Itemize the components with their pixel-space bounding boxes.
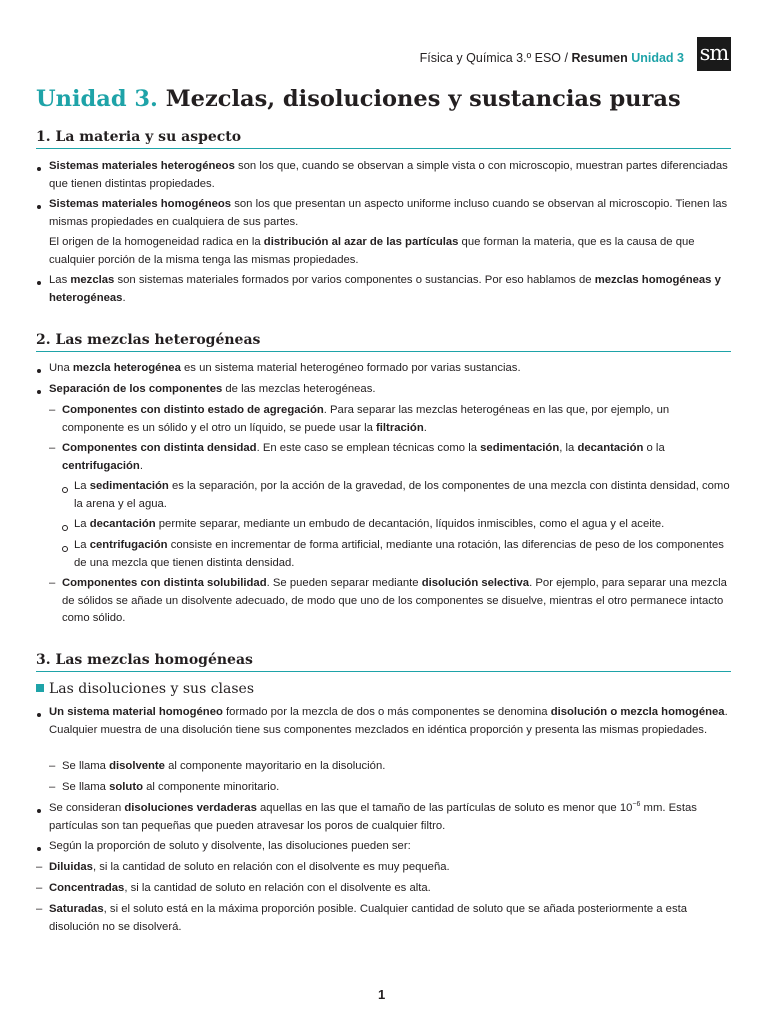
bold-term: soluto <box>109 781 143 793</box>
title-text: Mezclas, disoluciones y sustancias puras <box>165 86 681 112</box>
paragraph-text: Se llama <box>62 760 110 772</box>
bold-term: Saturadas <box>49 903 104 915</box>
bold-term: centrifugación <box>89 539 168 551</box>
bold-term: decantación <box>89 518 156 530</box>
paragraph <box>49 272 731 307</box>
dash-marker: – <box>36 903 43 915</box>
paragraph-text: al componente minoritario. <box>142 781 280 793</box>
paragraph-text: son sistemas materiales formados por varios componentes o sustancias. Por eso hablamos de <box>114 274 595 286</box>
exponent: −6 <box>632 801 641 808</box>
paragraph <box>62 440 730 475</box>
bold-term: Concentradas <box>49 882 125 894</box>
dash-marker: – <box>49 781 56 793</box>
dash-marker: – <box>36 861 43 873</box>
subsection-title: Las disoluciones y sus clases <box>49 681 255 697</box>
bold-term: distribución al azar de las partículas <box>263 236 459 248</box>
paragraph-text: , la <box>559 442 578 454</box>
paragraph-text: permite separar, mediante un embudo de decantación, líquidos inmiscibles, como el agua y el aceite. <box>155 518 665 530</box>
section-heading: 1. La materia y su aspecto <box>36 129 731 149</box>
bold-term: Componentes con distinta solubilidad <box>62 577 267 589</box>
paragraph-text: La <box>74 518 90 530</box>
bullet-icon <box>37 847 41 851</box>
paragraph-text: Se consideran <box>49 802 125 814</box>
paragraph-text: , si la cantidad de soluto en relación con el disolvente es alta. <box>124 882 431 894</box>
paragraph-text: . Por ejemplo, para separar una mezcla de sólidos se añade un disolvente adecuado, de modo que uno de los componentes se disuelve, mientras el otro permanece intacto como sólido. <box>62 577 727 624</box>
dash-marker: – <box>49 577 56 589</box>
paragraph <box>49 800 731 835</box>
bold-term: Sistemas materiales homogéneos <box>49 198 232 210</box>
paragraph <box>74 537 730 572</box>
paragraph-text: . <box>423 421 427 434</box>
bold-term: disolvente <box>109 760 165 772</box>
paragraph <box>49 704 731 739</box>
running-header <box>420 51 684 65</box>
paragraph-text: . Para separar las mezclas heterogéneas en las que, por ejemplo, un componente es un sólido y el otro un líquido, se puede usar la <box>62 404 670 434</box>
paragraph-text: es un sistema material heterogéneo formado por varias sustancias. <box>180 362 521 374</box>
paragraph <box>49 901 731 936</box>
bold-term: sedimentación <box>480 442 560 454</box>
page-number: 1 <box>378 987 386 1002</box>
bullet-icon <box>37 369 41 373</box>
paragraph-text: son los que presentan un aspecto uniforme incluso cuando se observan al microscopio. Tienen las mismas propiedades en cualquiera de sus partes. <box>49 198 728 228</box>
title-unit: Unidad 3. <box>36 86 158 112</box>
bold-term: disoluciones verdaderas <box>124 802 257 814</box>
paragraph-text: es la separación, por la acción de la gravedad, de los componentes de una mezcla con distinta densidad, como la arena y el agua. <box>74 480 730 510</box>
paragraph <box>49 158 731 193</box>
bold-term: Componentes con distinto estado de agregación <box>62 404 324 416</box>
paragraph-text: , si el soluto está en la máxima proporción posible. Cualquier cantidad de soluto que se añada posteriormente a esta disolución no se disolverá. <box>49 903 688 933</box>
paragraph <box>49 859 731 877</box>
bullet-icon <box>37 167 41 171</box>
paragraph-text: . En este caso se emplean técnicas como la <box>256 442 481 454</box>
paragraph-text: aquellas en las que el tamaño de las partículas de soluto es menor que 10 <box>256 802 633 814</box>
paragraph-text: . <box>139 459 143 472</box>
bold-term: filtración <box>376 421 424 434</box>
paragraph <box>49 234 731 269</box>
paragraph-text: formado por la mezcla de dos o más componentes se denomina <box>222 706 551 718</box>
circle-bullet-icon <box>62 525 68 531</box>
bullet-icon <box>37 281 41 285</box>
paragraph <box>74 516 730 534</box>
bold-term: Separación de los componentes <box>49 383 223 395</box>
bold-term: Diluidas <box>49 861 93 873</box>
paragraph-text: Se llama <box>62 781 110 793</box>
paragraph-text: , si la cantidad de soluto en relación con el disolvente es muy pequeña. <box>92 861 450 873</box>
paragraph <box>62 402 730 437</box>
bold-term: mezcla heterogénea <box>72 362 181 374</box>
bullet-icon <box>37 809 41 813</box>
bullet-icon <box>37 713 41 717</box>
bold-term: sedimentación <box>89 480 169 492</box>
bold-term: Sistemas materiales heterogéneos <box>49 160 235 172</box>
bullet-icon <box>37 390 41 394</box>
paragraph <box>62 575 730 628</box>
paragraph-text: Una <box>49 362 73 374</box>
bold-term: mezclas homogéneas y heterogéneas <box>49 274 721 304</box>
bold-term: disolución selectiva <box>421 577 530 589</box>
bullet-icon <box>37 205 41 209</box>
square-bullet-icon <box>36 684 44 692</box>
paragraph-text: mm. Estas partículas son tan pequeñas que pueden atravesar los poros de cualquier filtro. <box>49 802 697 832</box>
header-unidad: Unidad 3 <box>631 51 684 65</box>
paragraph-text: consiste en incrementar de forma artificial, mediante una rotación, las diferencias de peso de los componentes de una mezcla que tienen distinta densidad. <box>74 539 724 569</box>
paragraph-text: que forman la materia, que es la causa de que cualquier porción de la misma tenga las mismas propiedades. <box>49 236 695 266</box>
section-heading: 2. Las mezclas heterogéneas <box>36 332 731 352</box>
circle-bullet-icon <box>62 487 68 493</box>
header-resumen: Resumen <box>571 51 628 65</box>
bold-term: mezclas <box>70 274 115 286</box>
subsection-heading <box>36 681 254 697</box>
paragraph-text: Las <box>49 274 71 286</box>
bold-term: Un sistema material homogéneo <box>49 706 223 718</box>
section-heading: 3. Las mezclas homogéneas <box>36 652 731 672</box>
paragraph-text: son los que, cuando se observan a simple vista o con microscopio, muestran partes diferenciadas que tienen distintas propiedades. <box>49 160 728 190</box>
header-course: Física y Química 3.º ESO / <box>419 51 572 65</box>
paragraph-text: de las mezclas heterogéneas. <box>222 383 376 395</box>
paragraph <box>49 838 731 856</box>
dash-marker: – <box>36 882 43 894</box>
paragraph <box>74 478 730 513</box>
page-title <box>36 86 681 112</box>
paragraph-text: La <box>74 480 90 492</box>
dash-marker: – <box>49 404 56 416</box>
paragraph <box>49 381 731 399</box>
paragraph-text: La <box>74 539 90 551</box>
paragraph <box>49 880 731 898</box>
paragraph <box>62 779 730 797</box>
circle-bullet-icon <box>62 546 68 552</box>
publisher-logo: sm <box>697 37 731 71</box>
bold-term: centrifugación <box>62 459 140 472</box>
paragraph-text: Según la proporción de soluto y disolvente, las disoluciones pueden ser: <box>49 840 411 852</box>
paragraph-text: El origen de la homogeneidad radica en la <box>49 236 264 248</box>
dash-marker: – <box>49 760 56 772</box>
paragraph <box>49 360 731 378</box>
paragraph-text: al componente mayoritario en la disolución. <box>164 760 386 772</box>
paragraph-text: . Cualquier muestra de una disolución tiene sus componentes mezclados en idéntica proporción y presenta las mismas propiedades. <box>49 706 728 736</box>
bold-term: disolución o mezcla homogénea <box>550 706 725 718</box>
paragraph-text: . Se pueden separar mediante <box>266 577 422 589</box>
dash-marker: – <box>49 442 56 454</box>
bold-term: decantación <box>577 442 644 454</box>
paragraph-text: . <box>122 291 126 304</box>
paragraph <box>62 758 730 776</box>
paragraph <box>49 196 731 231</box>
bold-term: Componentes con distinta densidad <box>62 442 257 454</box>
paragraph-text: o la <box>643 442 665 454</box>
